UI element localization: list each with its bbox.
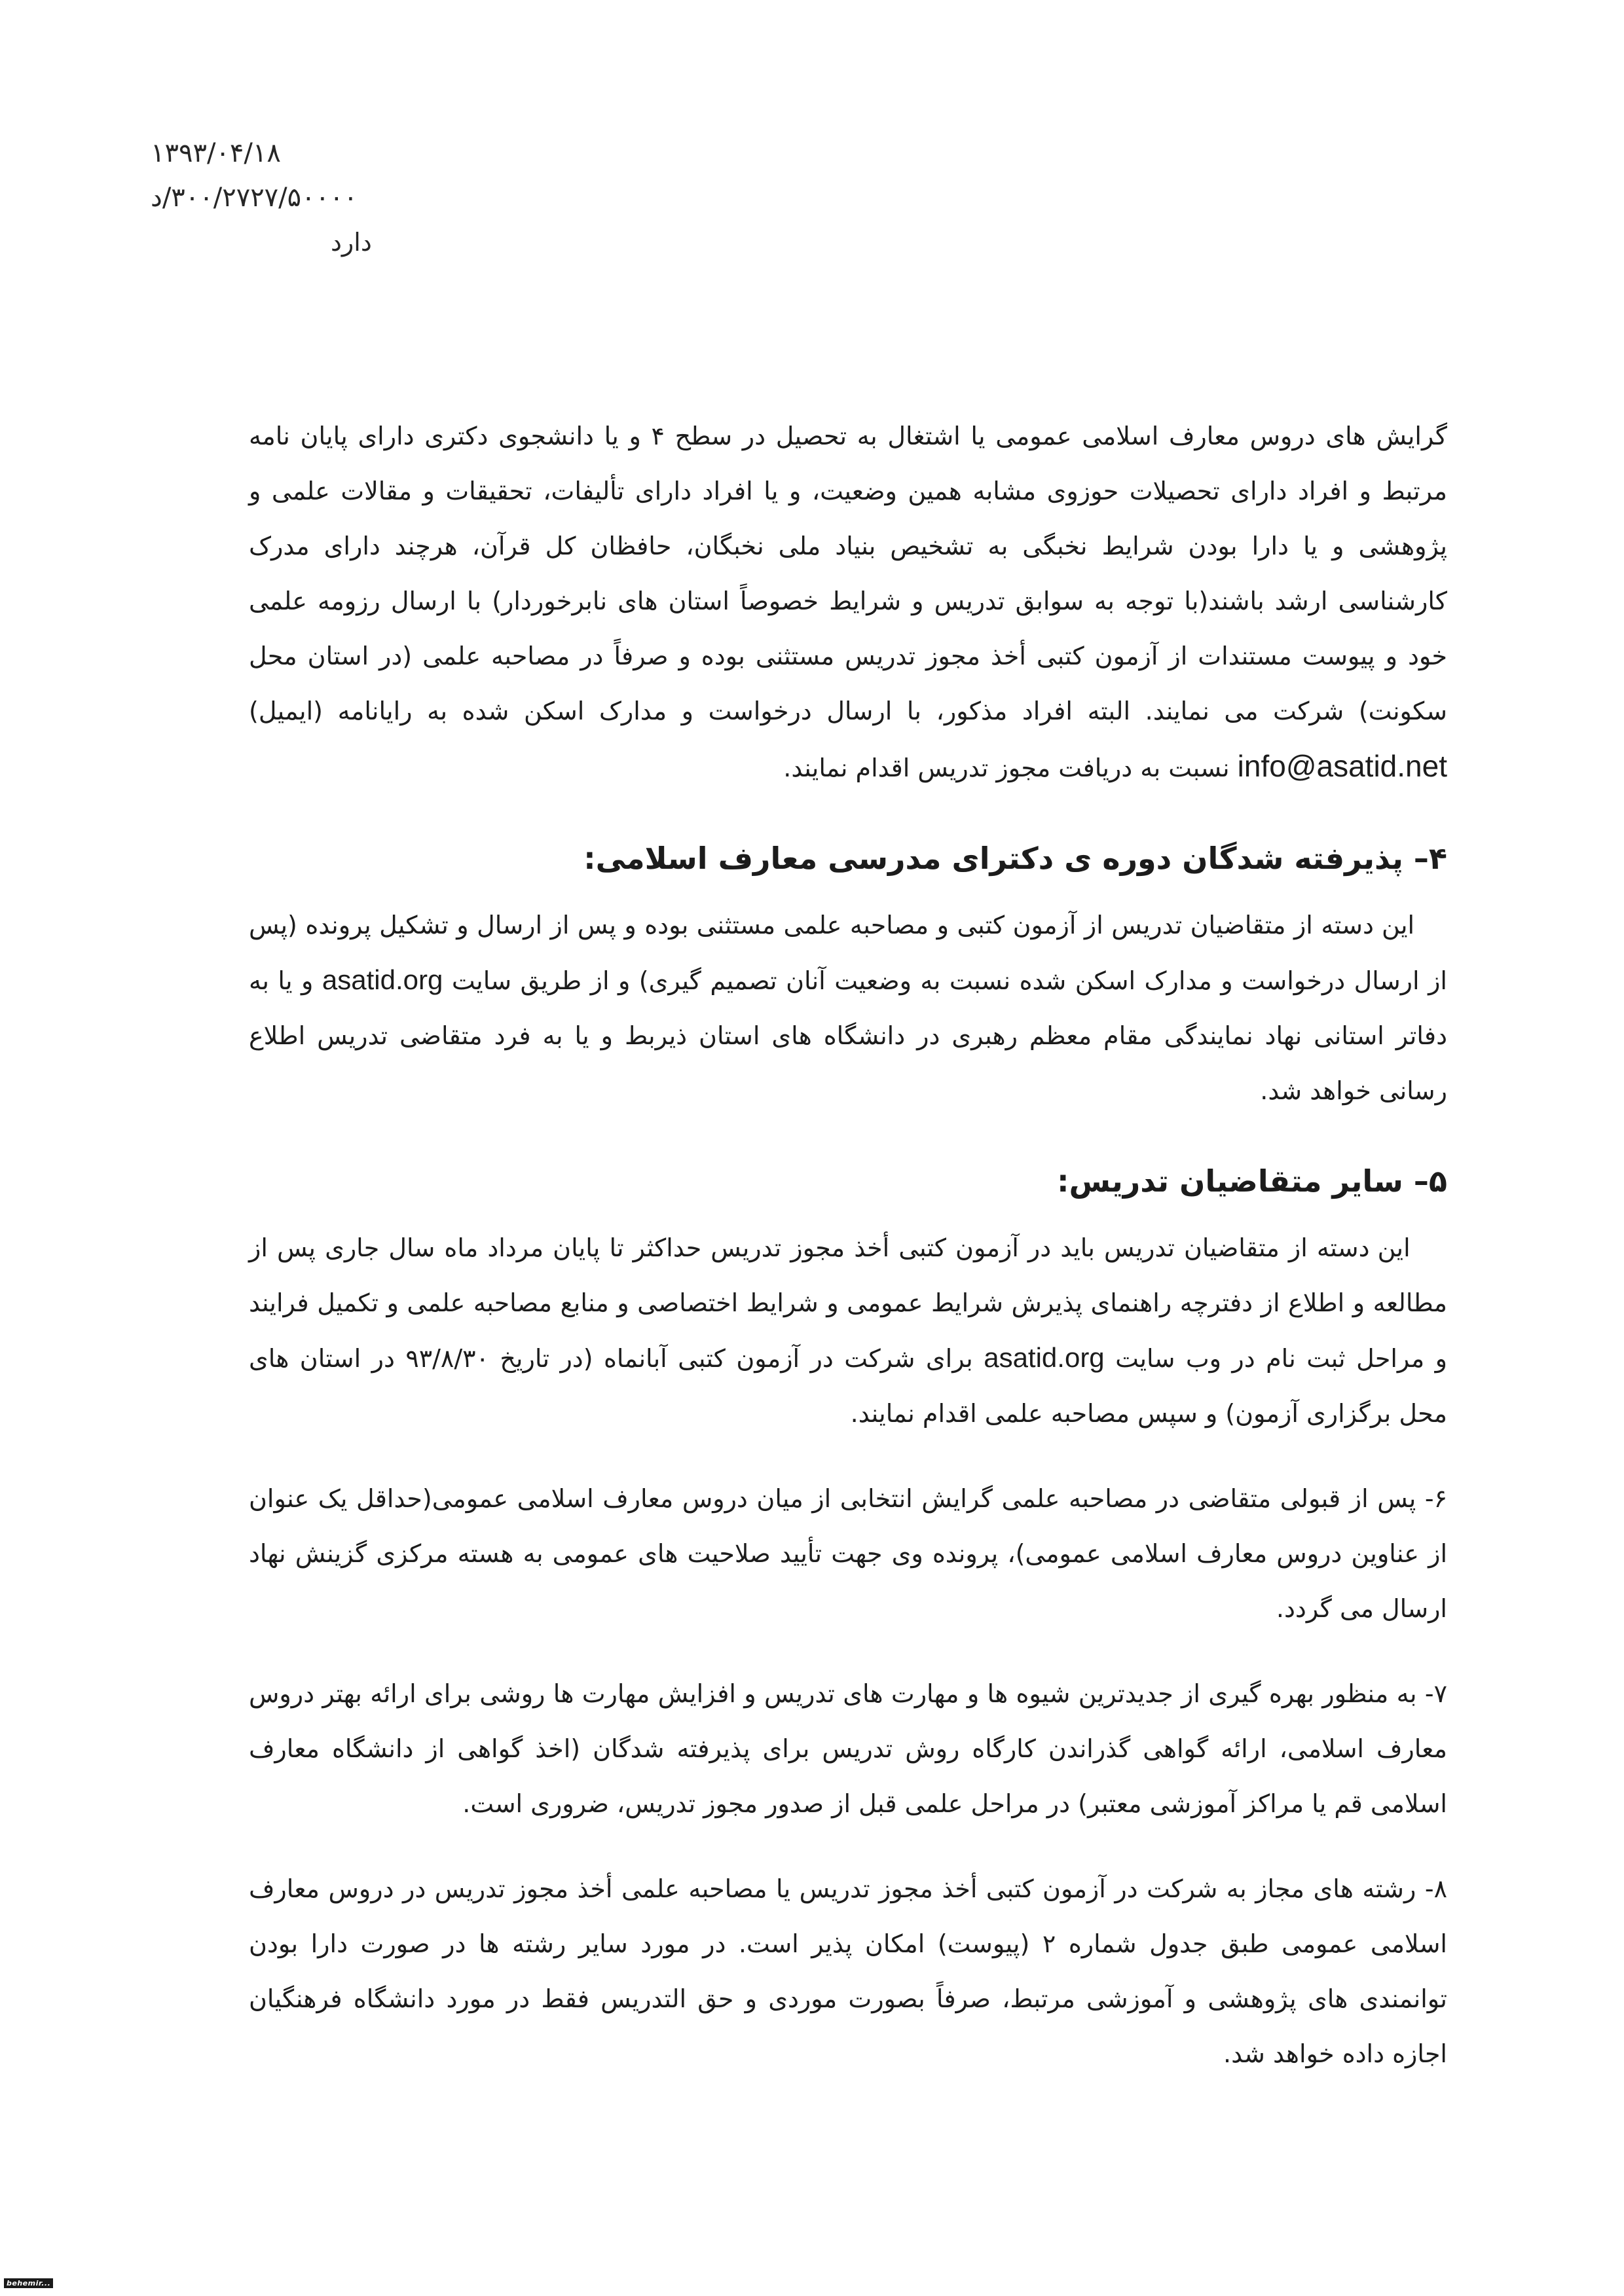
item-6-paragraph: ۶- پس از قبولی متقاضی در مصاحبه علمی گرایش انتخابی از میان دروس معارف اسلامی عمومی(حداقل یک عنوان از عناوین دروس معارف اسلامی عمومی)، پرونده وی جهت تأیید صلاحیت های عمومی به هسته مرکزی گزینش نهاد ارسال می گردد. — [249, 1484, 1447, 1623]
section-5-text-end: برای شرکت در آزمون کتبی آبانماه (در تاریخ ۹۳/۸/۳۰ در استان های محل برگزاری آزمون) و سپس مصاحبه علمی اقدام نمایند. — [249, 1344, 1447, 1428]
section-4-text: این دسته از متقاضیان تدریس از آزمون کتبی و مصاحبه علمی مستثنی بوده و پس از ارسال و تشکیل پرونده (پس از ارسال درخواست و مدارک اسکن شده نسبت به وضعیت آنان تصمیم گیری) و از طریق سایت — [249, 911, 1447, 995]
item-8-paragraph: ۸- رشته های مجاز به شرکت در آزمون کتبی أخذ مجوز تدریس یا مصاحبه علمی أخذ مجوز تدریس در دروس معارف اسلامی عمومی طبق جدول شماره ۲ (پیوست) امکان پذیر است. در مورد سایر رشته ها در صورت دارا بودن توانمندی های پژوهشی و آموزشی مرتبط، صرفاً بصورت موردی و حق التدریس فقط در مورد دانشگاه فرهنگیان اجازه داده خواهد شد. — [249, 1874, 1447, 2068]
section-5-heading: ۵– سایر متقاضیان تدریس: — [1057, 1163, 1447, 1199]
section-4-paragraph — [249, 898, 1447, 1118]
attachment-note: دارد — [331, 228, 372, 257]
intro-text-end: نسبت به دریافت مجوز تدریس اقدام نمایند. — [783, 754, 1230, 782]
reference-number: ۳۰۰/۲۷۲۷/۵۰۰۰۰/د — [151, 183, 358, 213]
intro-text: گرایش های دروس معارف اسلامی عمومی یا اشتغال به تحصیل در سطح ۴ و یا دانشجوی دکتری دارای پایان نامه مرتبط و افراد دارای تحصیلات حوزوی مشابه همین وضعیت، و یا افراد دارای تألیفات، تحقیقات و مقالات علمی و پژوهشی و یا دارا بودن شرایط نخبگی به تشخیص بنیاد ملی نخبگان، حافظان کل قرآن، هرچند دارای مدرک کارشناسی ارشد باشند(با توجه به سوابق تدریس و شرایط خصوصاً استان های نابرخوردار) با ارسال رزومه علمی خود و پیوست مستندات از آزمون کتبی أخذ مجوز تدریس مستثنی بوده و صرفاً در مصاحبه علمی (در استان محل سکونت) شرکت می نمایند. البته افراد مذکور، با ارسال درخواست و مدارک اسکن شده به رایانامه (ایمیل) — [249, 422, 1448, 725]
item-7-paragraph: ۷- به منظور بهره گیری از جدیدترین شیوه ها و مهارت های تدریس و افزایش مهارت ها روشی برای ارائه بهتر دروس معارف اسلامی، ارائه گواهی گذراندن کارگاه روش تدریس برای پذیرفته شدگان (اخذ گواهی از دانشگاه معارف اسلامی قم یا مراکز آموزشی معتبر) در مراحل علمی قبل از صدور مجوز تدریس، ضروری است. — [249, 1679, 1447, 1818]
letter-date: ۱۳۹۳/۰۴/۱۸ — [151, 138, 281, 168]
section-4-heading: ۴– پذیرفته شدگان دوره ی دکترای مدرسی معارف اسلامی: — [583, 841, 1447, 876]
letter-header — [151, 131, 439, 264]
contact-email: info@asatid.net — [1237, 749, 1447, 783]
section-4-text-end: و یا به دفاتر استانی نهاد نمایندگی مقام معظم رهبری در دانشگاه های استان ذیربط و یا به فرد متقاضی تدریس اطلاع رسانی خواهد شد. — [249, 966, 1447, 1105]
letter-body — [249, 409, 1447, 2081]
intro-paragraph — [249, 409, 1447, 795]
section-5-text: این دسته از متقاضیان تدریس باید در آزمون کتبی أخذ مجوز تدریس حداکثر تا پایان مرداد ماه سال جاری پس از مطالعه و اطلاع از دفترچه راهنمای پذیرش شرایط عمومی و شرایط اختصاصی و منابع مصاحبه علمی و تکمیل فرایند و مراحل ثبت نام در وب سایت — [249, 1233, 1448, 1373]
section-5-paragraph — [249, 1220, 1447, 1441]
watermark-label: behemir... — [4, 2278, 53, 2288]
section-4-website: asatid.org — [322, 964, 443, 995]
section-5-website: asatid.org — [984, 1342, 1105, 1373]
